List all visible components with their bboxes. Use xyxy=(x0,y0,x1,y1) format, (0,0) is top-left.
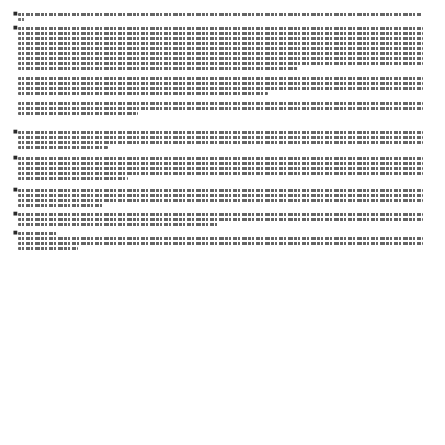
text-line xyxy=(18,131,423,134)
text-line xyxy=(18,37,423,40)
text-line xyxy=(18,162,423,165)
text-line xyxy=(18,102,423,105)
text-line xyxy=(18,218,423,221)
bullet-marker: ■ xyxy=(13,187,18,193)
text-line xyxy=(18,52,423,55)
text-line xyxy=(18,189,423,192)
text-line xyxy=(18,107,423,110)
text-line xyxy=(18,92,268,95)
text-line xyxy=(18,13,422,16)
bullet-marker: ■ xyxy=(13,230,18,236)
bullet-marker: ■ xyxy=(13,129,18,135)
text-line xyxy=(18,47,423,50)
text-line xyxy=(18,172,423,175)
bullet-marker: ■ xyxy=(13,155,18,161)
text-line xyxy=(18,27,423,30)
text-line xyxy=(18,167,423,170)
text-line xyxy=(18,204,103,207)
text-line xyxy=(18,146,108,149)
text-line xyxy=(18,32,423,35)
bullet-marker: ■ xyxy=(13,25,18,31)
text-line xyxy=(18,112,138,115)
text-line xyxy=(18,247,78,250)
text-line xyxy=(18,213,423,216)
text-line xyxy=(18,232,58,235)
text-line xyxy=(18,62,423,65)
text-line xyxy=(18,177,128,180)
text-line xyxy=(18,199,423,202)
text-line xyxy=(18,77,423,80)
text-line xyxy=(18,42,423,45)
text-line xyxy=(18,57,423,60)
text-line xyxy=(18,18,26,21)
text-line xyxy=(18,157,423,160)
text-line xyxy=(18,82,423,85)
text-line xyxy=(18,87,423,90)
text-line xyxy=(18,223,218,226)
text-line xyxy=(18,136,423,139)
text-line xyxy=(18,237,423,240)
text-line xyxy=(18,242,423,245)
text-line xyxy=(18,141,423,144)
text-line xyxy=(18,67,298,70)
bullet-marker: ■ xyxy=(13,11,18,17)
text-line xyxy=(18,194,423,197)
bullet-marker: ■ xyxy=(13,211,18,217)
